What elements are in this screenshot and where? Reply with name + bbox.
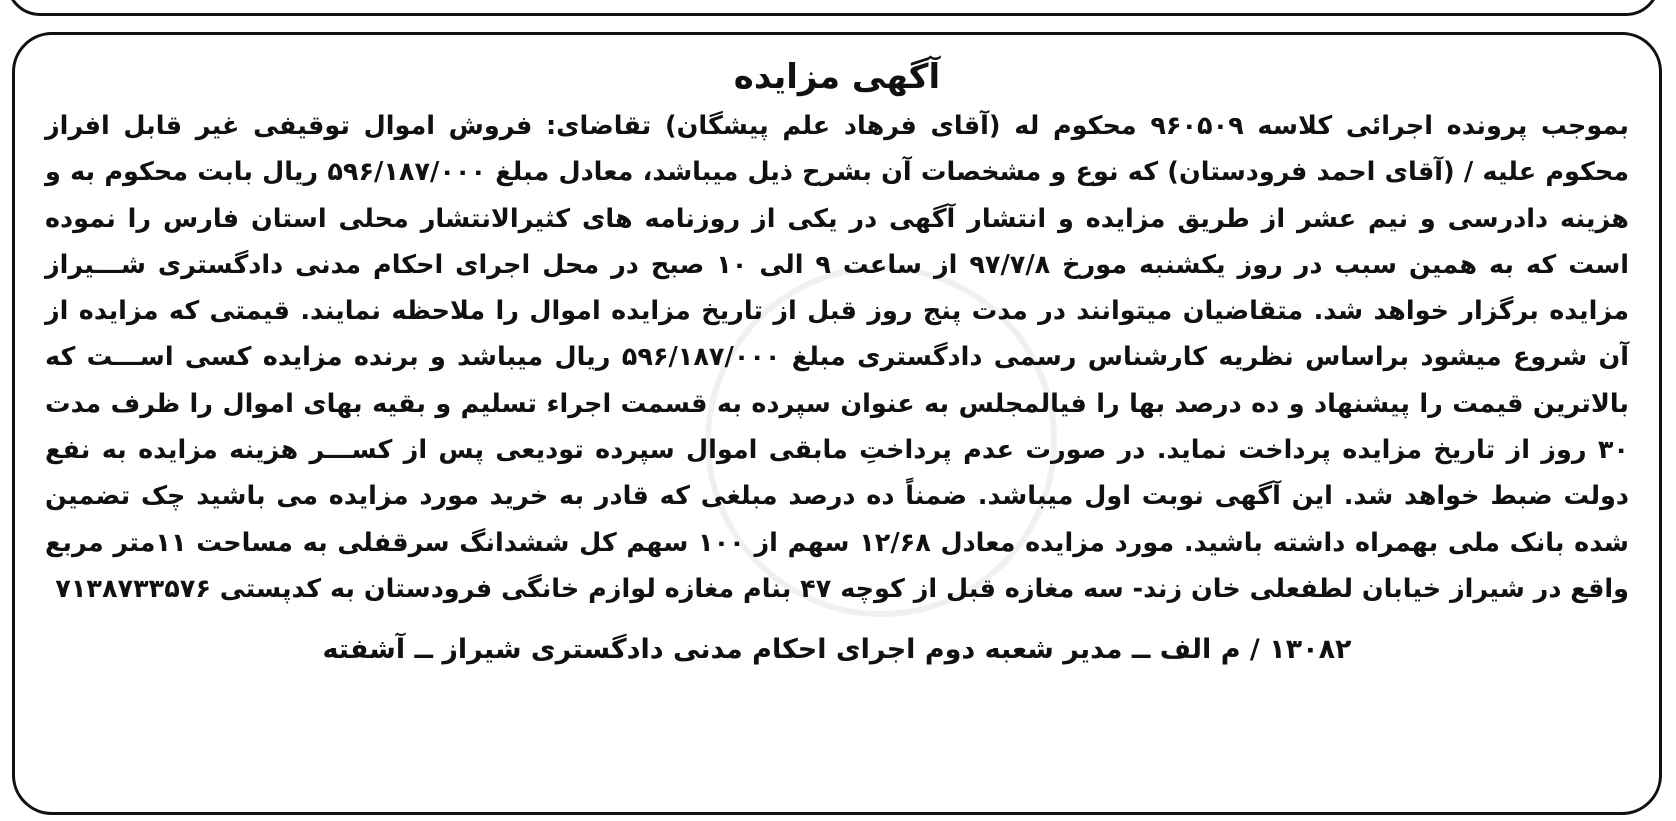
previous-notice-frame — [6, 0, 1660, 16]
auction-notice-frame — [12, 32, 1662, 815]
notice-title: آگهی مزایده — [733, 57, 941, 97]
notice-signature: ۱۳۰۸۲ / م الف ــ مدیر شعبه دوم اجرای احکام مدنی دادگستری شیراز ــ آشفته — [322, 634, 1352, 666]
notice-body: بموجب پرونده اجرائی کلاسه ۹۶۰۵۰۹ محکوم له (آقای فرهاد علم پیشگان) تقاضای: فروش اموال توقیفی غیر قابل افراز محکوم علیه / (آقای احمد فرودستان) که نوع و مشخصات آن بشرح ذیل میباشد، معادل مبلغ ۵۹۶/۱۸۷/۰۰۰ ریال بابت محکوم به و هزینه دادرسی و نیم عشر از طریق مزایده و انتشار آگهی در یکی از روزنامه های کثیرالانتشار محلی استان فارس را نموده است که به همین سبب در روز یکشنبه مورخ ۹۷/۷/۸ از ساعت ۹ الی ۱۰ صبح در محل اجرای احکام مدنی دادگستری شـــیراز مزایده برگزار خواهد شد. متقاضیان میتوانند در مدت پنج روز قبل از تاریخ مزایده اموال را ملاحظه نمایند. قیمتی که مزایده از آن شروع میشود براساس نظریه کارشناس رسمی دادگستری مبلغ ۵۹۶/۱۸۷/۰۰۰ ریال میباشد و برنده مزایده کسی اســـت که بالاترین قیمت را پیشنهاد و ده درصد بها را فیالمجلس به عنوان سپرده به قسمت اجراء تسلیم و بقیه بهای اموال را ظرف مدت ۳۰ روز از تاریخ مزایده پرداخت نماید. در صورت عدم پرداختِ مابقی اموال سپرده تودیعی پس از کســـر هزینه مزایده به نفع دولت ضبط خواهد شد. این آگهی نوبت اول میباشد. ضمناً ده درصد مبلغی که قادر به خرید مورد مزایده می باشید چک تضمین شده بانک ملی بهمراه داشته باشید. مورد مزایده معادل ۱۲/۶۸ سهم از ۱۰۰ سهم کل ششدانگ سرقفلی به مساحت ۱۱متر مربع واقع در شیراز خیابان لطفعلی خان زند- سه مغازه قبل از کوچه ۴۷ بنام مغازه لوازم خانگی فرودستان به کدپستی ۷۱۳۸۷۳۳۵۷۶ — [45, 111, 1630, 604]
